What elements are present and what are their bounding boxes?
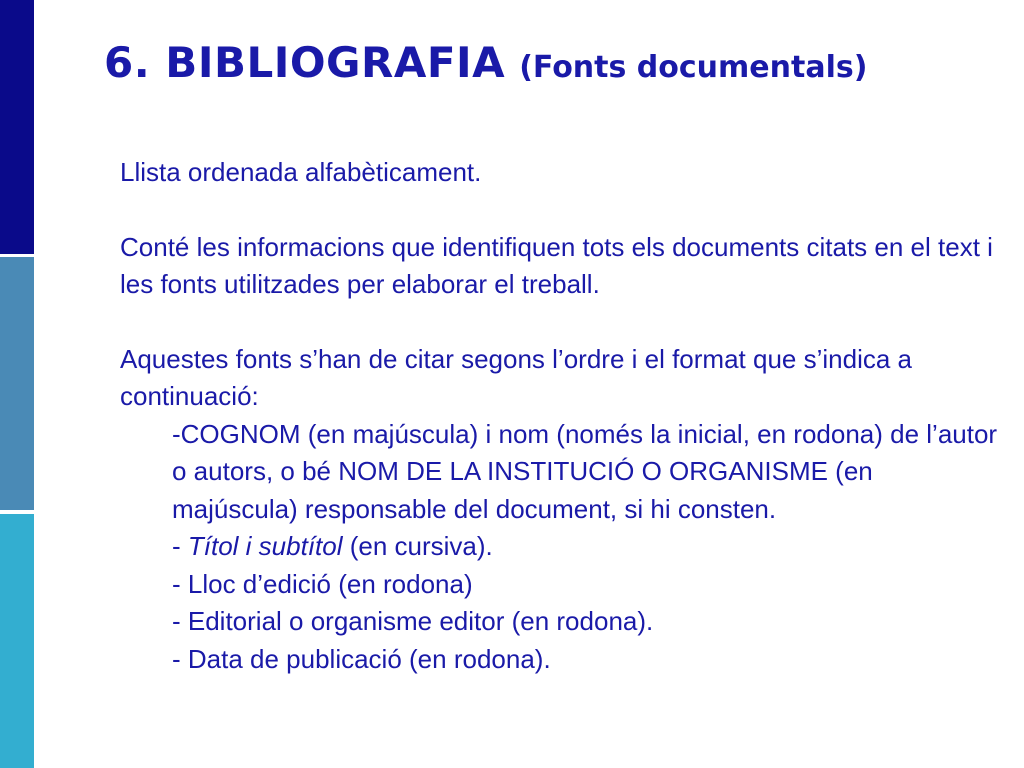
citation-format-list bbox=[120, 416, 1000, 679]
paragraph-citation-order: Aquestes fonts s’han de citar segons l’ordre i el format que s’indica a continuació: bbox=[120, 343, 912, 411]
list-item-publisher: - Editorial o organisme editor (en rodona). bbox=[172, 606, 654, 636]
list-item-place: - Lloc d’edició (en rodona) bbox=[172, 568, 473, 599]
list-item-title-prefix: - bbox=[172, 531, 188, 561]
list-item-title-italic: Títol i subtítol bbox=[187, 531, 343, 561]
slide-title-main: 6. BIBLIOGRAFIA bbox=[104, 38, 506, 87]
list-item-title bbox=[172, 528, 1000, 566]
side-bar-bottom bbox=[0, 514, 34, 768]
slide-title-sub: (Fonts documentals) bbox=[519, 50, 868, 85]
paragraph-contents: Conté les informacions que identifiquen tots els documents citats en el text i les fonts utilitzades per elaborar el treball. bbox=[120, 231, 993, 299]
list-item-author: -COGNOM (en majúscula) i nom (només la inicial, en rodona) de l’autor o autors, o bé NOM DE LA INSTITUCIÓ O ORGANISME (en majúscula) responsable del document, si hi consten. bbox=[172, 418, 998, 524]
list-item-title-suffix: (en cursiva). bbox=[342, 531, 493, 561]
side-bar-middle bbox=[0, 257, 34, 510]
list-item-date: - Data de publicació (en rodona). bbox=[172, 643, 551, 674]
slide-title bbox=[104, 38, 867, 87]
paragraph-ordering: Llista ordenada alfabèticament. bbox=[120, 157, 482, 187]
slide-body bbox=[120, 154, 1000, 678]
side-bar-top bbox=[0, 0, 34, 254]
